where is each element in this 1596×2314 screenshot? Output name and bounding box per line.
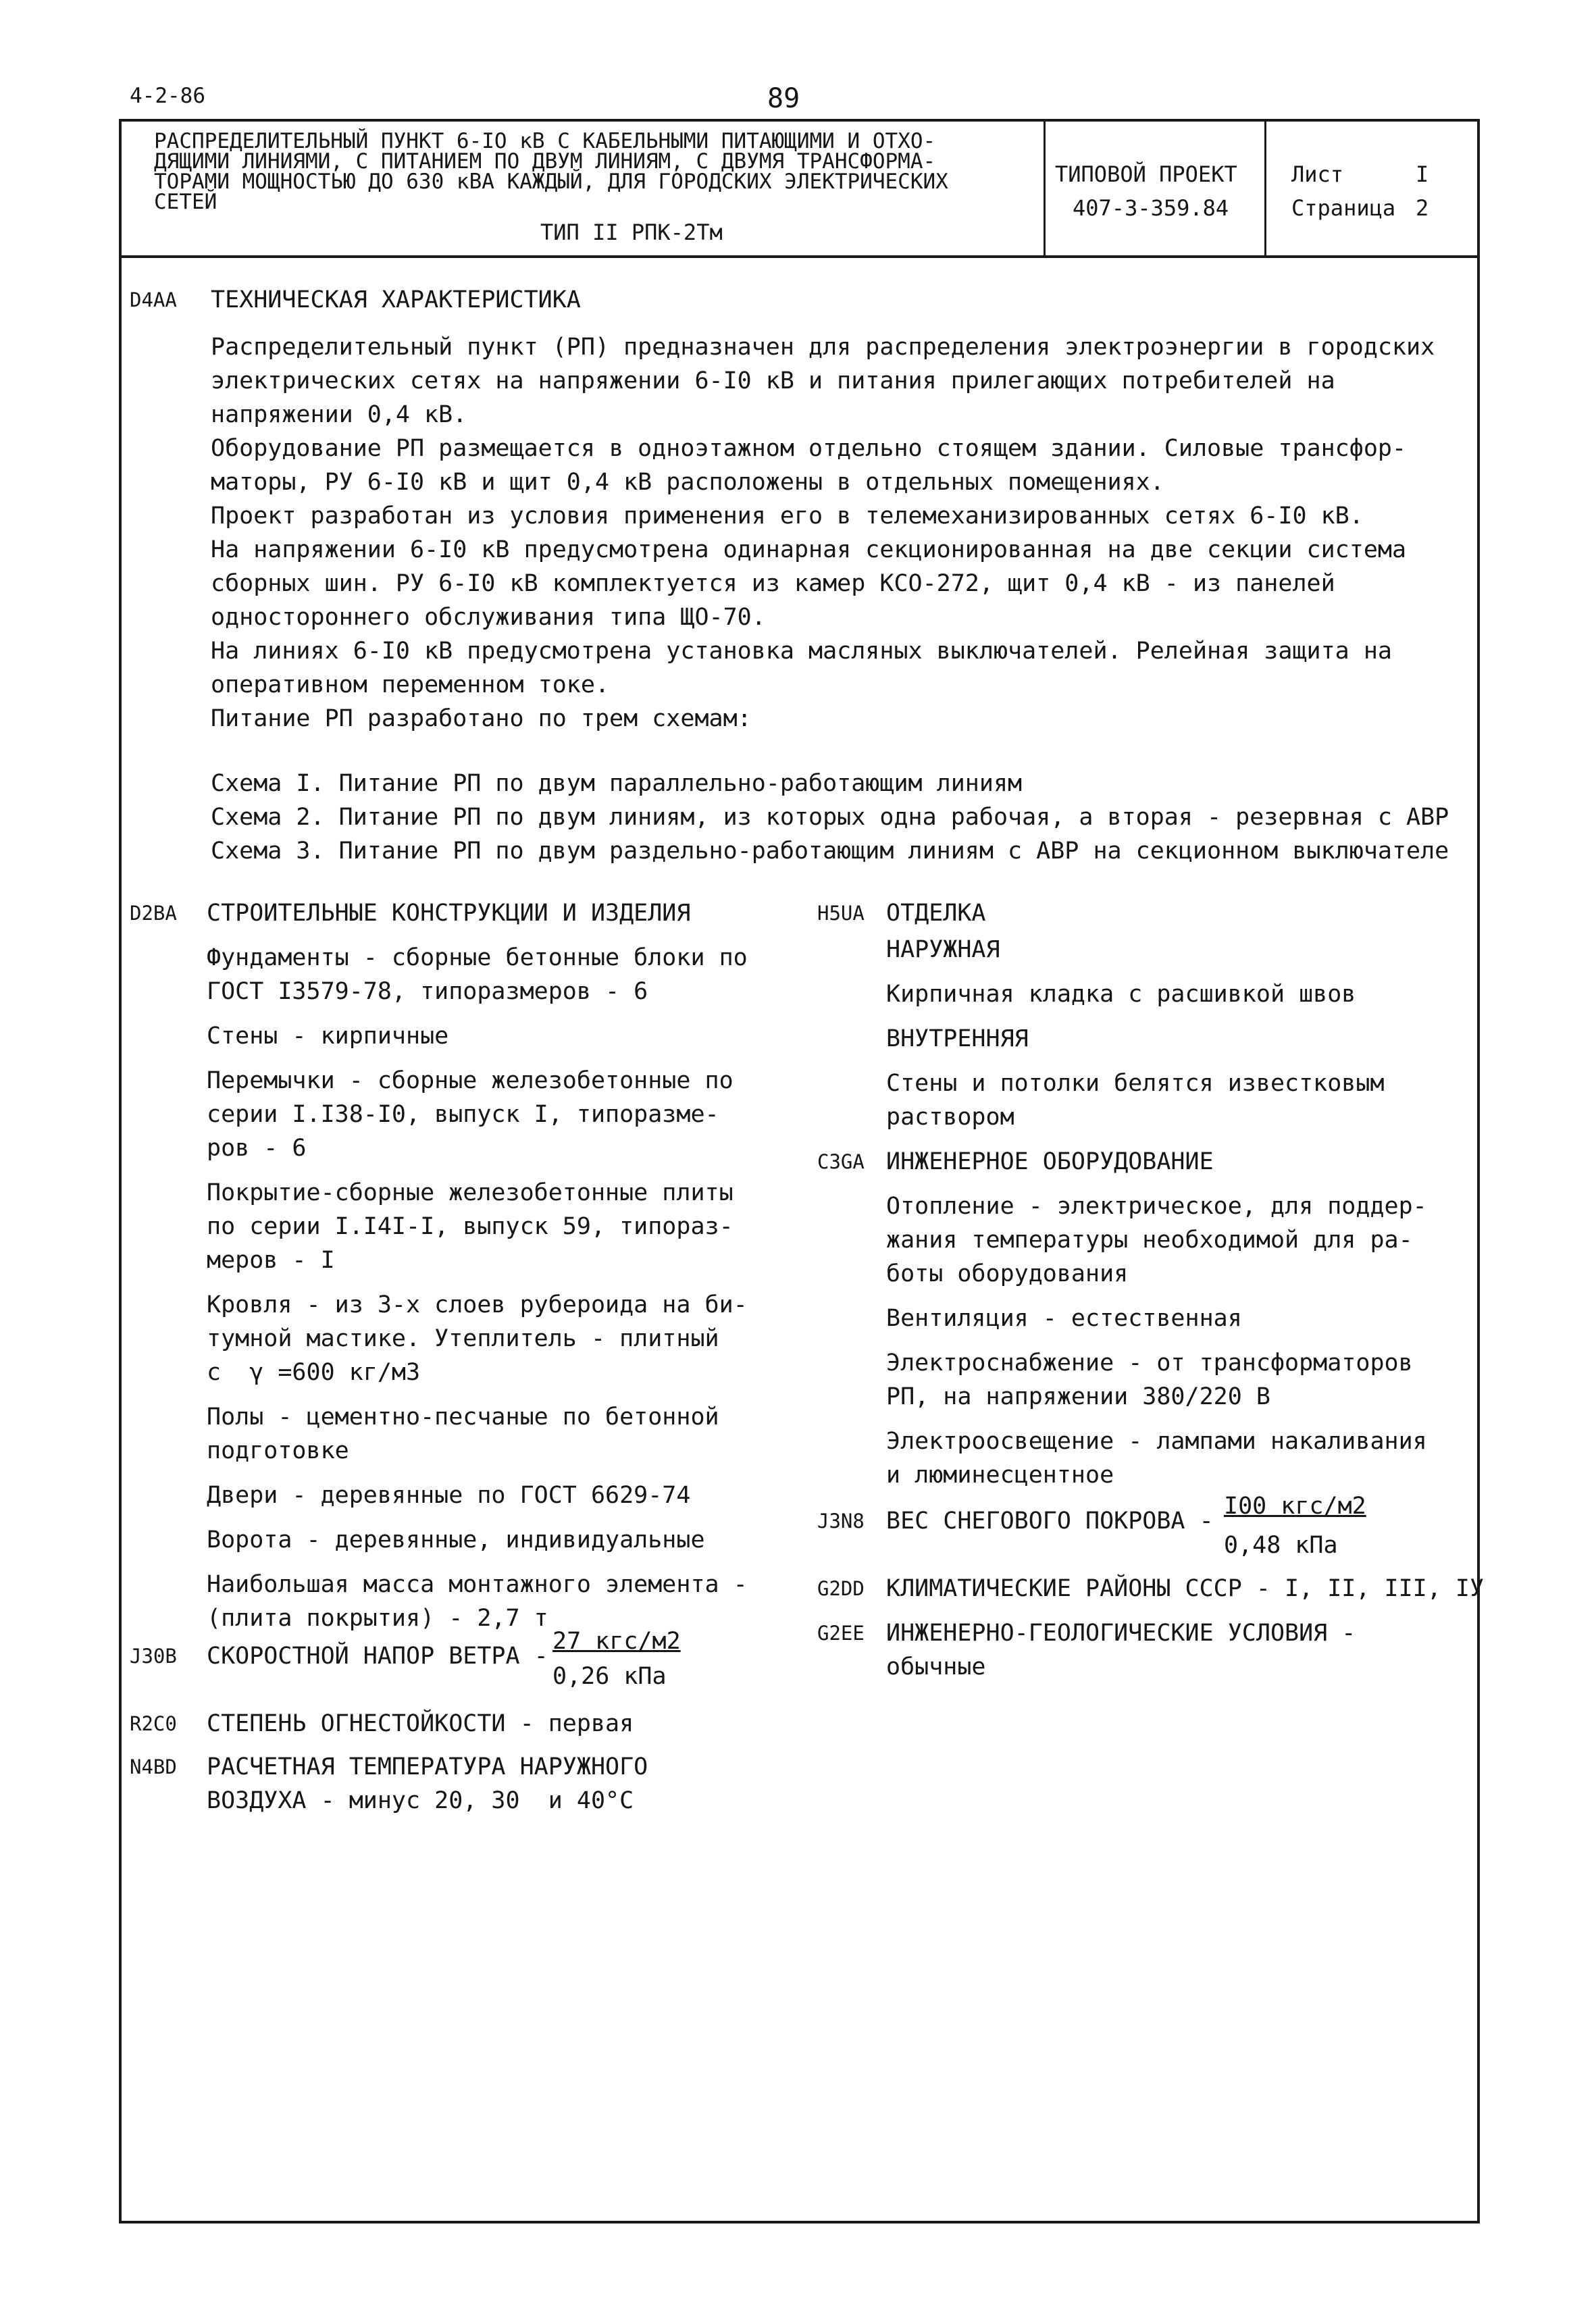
list-item: серии I.I38-I0, выпуск I, типоразме-: [207, 1101, 719, 1128]
wind-value-kpa: 0,26 кПа: [552, 1663, 667, 1690]
list-item: меров - I: [207, 1247, 335, 1274]
wind-value-kgs: 27 кгс/м2: [552, 1628, 681, 1655]
project-number: 407-3-359.84: [1073, 195, 1229, 221]
stamp-divider-1: [1044, 119, 1046, 257]
text-line: одностороннего обслуживания типа ЩО-70.: [211, 604, 766, 631]
text-line: электрических сетях на напряжении 6-I0 кВ и питания прилегающих потребителей на: [211, 367, 1335, 394]
list-item: жания температуры необходимой для ра-: [886, 1227, 1413, 1254]
sub-heading: ВНУТРЕННЯЯ: [886, 1025, 1029, 1052]
stamp-type: ТИП II РПК-2Тм: [540, 220, 723, 245]
text-line: На напряжении 6-I0 кВ предусмотрена одинарная секционированная на две секции система: [211, 536, 1407, 563]
frame-bottom: [119, 2221, 1480, 2223]
frame-top: [119, 119, 1480, 122]
list-item: подготовке: [207, 1437, 349, 1464]
text-line: раствором: [886, 1104, 1014, 1131]
text-line: оперативном переменном токе.: [211, 671, 610, 698]
list-item: ГОСТ I3579-78, типоразмеров - 6: [207, 978, 648, 1005]
section-code: R2C0: [130, 1712, 177, 1735]
stamp-divider-2: [1264, 119, 1266, 257]
scheme-item: Схема I. Питание РП по двум параллельно-работающим линиям: [211, 770, 1023, 797]
stamp-title-line: РАСПРЕДЕЛИТЕЛЬНЫЙ ПУНКТ 6-IO кВ С КАБЕЛЬНЫМИ ПИТАЮЩИМИ И ОТХО-: [154, 129, 936, 153]
text-line: Питание РП разработано по трем схемам:: [211, 705, 752, 732]
climate-zones: КЛИМАТИЧЕСКИЕ РАЙОНЫ СССР - I, II, III, IУ: [886, 1575, 1485, 1602]
list-item: РП, на напряжении 380/220 В: [886, 1383, 1270, 1410]
scheme-item: Схема 3. Питание РП по двум раздельно-работающим линиям с АВР на секционном выключателе: [211, 838, 1449, 865]
text-line: сборных шин. РУ 6-I0 кВ комплектуется из камер КСО-272, щит 0,4 кВ - из панелей: [211, 570, 1335, 597]
stamp-title-line: ТОРАМИ МОЩНОСТЬЮ ДО 630 кВА КАЖДЫЙ, ДЛЯ ГОРОДСКИХ ЭЛЕКТРИЧЕСКИХ: [154, 170, 948, 194]
list-item: Кровля - из 3-х слоев рубероида на би-: [207, 1291, 748, 1318]
text-line: На линиях 6-I0 кВ предусмотрена установка масляных выключателей. Релейная защита на: [211, 638, 1392, 665]
frame-right: [1477, 119, 1480, 2223]
sub-heading: НАРУЖНАЯ: [886, 936, 1000, 963]
list-item: Ворота - деревянные, индивидуальные: [207, 1526, 705, 1553]
sheet-label: Лист: [1291, 161, 1344, 187]
scheme-item: Схема 2. Питание РП по двум линиям, из которых одна рабочая, а вторая - резервная с АВР: [211, 804, 1449, 831]
section-heading: ТЕХНИЧЕСКАЯ ХАРАКТЕРИСТИКА: [211, 286, 581, 313]
text-line: Стены и потолки белятся известковым: [886, 1070, 1385, 1097]
text-line: Распределительный пункт (РП) предназначен для распределения электроэнергии в городских: [211, 334, 1435, 361]
stamp-title-line: ДЯЩИМИ ЛИНИЯМИ, С ПИТАНИЕМ ПО ДВУМ ЛИНИЯМ, С ДВУМЯ ТРАНСФОРМА-: [154, 149, 936, 174]
list-item: Двери - деревянные по ГОСТ 6629-74: [207, 1482, 691, 1509]
list-item: Фундаменты - сборные бетонные блоки по: [207, 944, 748, 971]
section-code: G2EE: [817, 1622, 865, 1645]
project-label: ТИПОВОЙ ПРОЕКТ: [1055, 161, 1237, 187]
list-item: боты оборудования: [886, 1260, 1129, 1287]
temperature-line: ВОЗДУХА - минус 20, 30 и 40°С: [207, 1787, 634, 1814]
section-code: J30B: [130, 1645, 177, 1668]
text-line: Оборудование РП размещается в одноэтажном отдельно стоящем здании. Силовые трансфор-: [211, 435, 1407, 462]
section-code: N4BD: [130, 1755, 177, 1778]
sheet-value: I: [1416, 161, 1429, 187]
list-item: и люминесцентное: [886, 1462, 1114, 1489]
fire-resistance: СТЕПЕНЬ ОГНЕСТОЙКОСТИ - первая: [207, 1710, 634, 1737]
section-code: D4AA: [130, 288, 177, 311]
section-code: J3N8: [817, 1510, 865, 1533]
list-item: Отопление - электрическое, для поддер-: [886, 1193, 1427, 1220]
section-code: D2BA: [130, 902, 177, 925]
geology-line: обычные: [886, 1653, 986, 1680]
list-item: Вентиляция - естественная: [886, 1305, 1242, 1332]
list-item: Покрытие-сборные железобетонные плиты: [207, 1179, 733, 1206]
list-item: Электроосвещение - лампами накаливания: [886, 1428, 1427, 1455]
text-line: Проект разработан из условия применения его в телемеханизированных сетях 6-I0 кВ.: [211, 503, 1364, 530]
text-line: напряжении 0,4 кВ.: [211, 401, 467, 428]
list-item: ров - 6: [207, 1135, 307, 1162]
snow-value-kpa: 0,48 кПа: [1224, 1532, 1338, 1559]
doc-code: 4-2-86: [130, 84, 205, 108]
list-item: Полы - цементно-песчаные по бетонной: [207, 1404, 719, 1431]
section-heading: ИНЖЕНЕРНОЕ ОБОРУДОВАНИЕ: [886, 1148, 1214, 1175]
snow-label: ВЕС СНЕГОВОГО ПОКРОВА -: [886, 1508, 1214, 1535]
list-item: с γ =600 кг/м3: [207, 1359, 421, 1386]
section-code: C3GA: [817, 1150, 865, 1173]
section-heading: ОТДЕЛКА: [886, 900, 986, 927]
stamp-bottom-line: [119, 255, 1480, 258]
list-item: тумной мастике. Утеплитель - плитный: [207, 1325, 719, 1352]
snow-value-kgs: I00 кгс/м2: [1224, 1493, 1366, 1520]
list-item: Стены - кирпичные: [207, 1023, 449, 1050]
text-line: Кирпичная кладка с расшивкой швов: [886, 981, 1356, 1008]
list-item: по серии I.I4I-I, выпуск 59, типораз-: [207, 1213, 733, 1240]
temperature-line: РАСЧЕТНАЯ ТЕМПЕРАТУРА НАРУЖНОГО: [207, 1753, 648, 1780]
frame-left: [119, 119, 122, 2223]
geology-line: ИНЖЕНЕРНО-ГЕОЛОГИЧЕСКИЕ УСЛОВИЯ -: [886, 1620, 1356, 1647]
page-value: 2: [1416, 195, 1429, 221]
stamp-title-line: СЕТЕЙ: [154, 190, 217, 214]
list-item: Перемычки - сборные железобетонные по: [207, 1067, 733, 1094]
section-heading: СТРОИТЕЛЬНЫЕ КОНСТРУКЦИИ И ИЗДЕЛИЯ: [207, 900, 691, 927]
section-code: G2DD: [817, 1577, 865, 1600]
section-code: H5UA: [817, 902, 865, 925]
page-number: 89: [767, 83, 800, 114]
list-item: (плита покрытия) - 2,7 т: [207, 1605, 548, 1632]
list-item: Электроснабжение - от трансформаторов: [886, 1349, 1413, 1377]
text-line: маторы, РУ 6-I0 кВ и щит 0,4 кВ расположены в отдельных помещениях.: [211, 469, 1164, 496]
list-item: Наибольшая масса монтажного элемента -: [207, 1571, 748, 1598]
wind-label: СКОРОСТНОЙ НАПОР ВЕТРА -: [207, 1643, 548, 1670]
page-label: Страница: [1291, 195, 1396, 221]
